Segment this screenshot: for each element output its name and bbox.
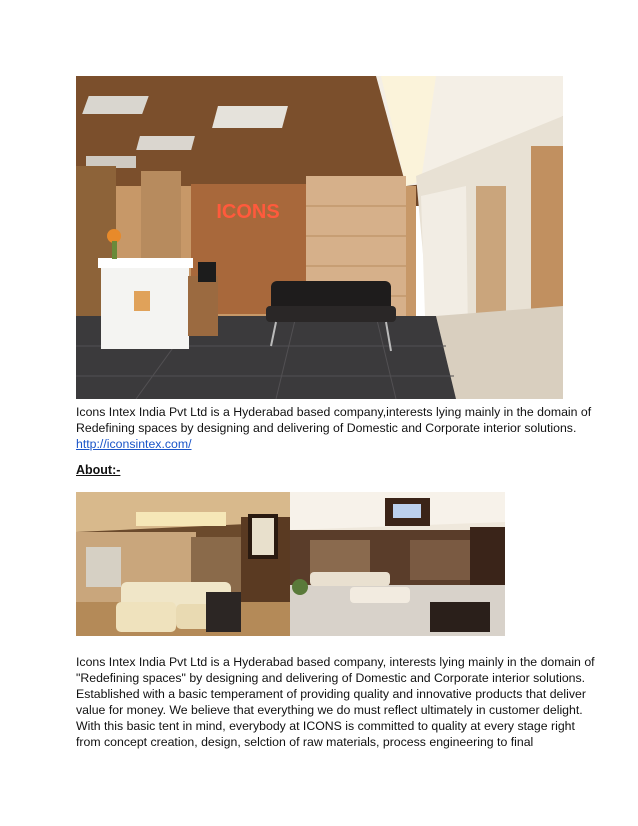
reception-photo — [76, 76, 563, 399]
about-line: value for money. We believe that everything we do must reflect ultimately in customer delight. — [76, 703, 583, 718]
intro-line: Redefining spaces by designing and delivering of Domestic and Corporate interior solutions. — [76, 421, 577, 436]
about-paragraph — [76, 654, 595, 751]
intro-line: Icons Intex India Pvt Ltd is a Hyderabad based company,interests lying mainly in the domain of — [76, 405, 592, 419]
website-link[interactable]: http://iconsintex.com/ — [76, 437, 192, 451]
intro-paragraph — [76, 404, 592, 436]
about-line: Icons Intex India Pvt Ltd is a Hyderabad based company, interests lying mainly in the domain of — [76, 655, 595, 669]
living-room-illustration — [76, 492, 290, 636]
about-line: With this basic tent in mind, everybody at ICONS is committed to quality at every stage right — [76, 719, 575, 734]
icons-logo: ICONS — [216, 201, 280, 223]
about-line: Established with a basic temperament of providing quality and innovative products that deliver — [76, 687, 586, 702]
about-line: "Redefining spaces" by designing and delivering of Domestic and Corporate interior solutions. — [76, 671, 586, 686]
about-line: from concept creation, design, selction of raw materials, process engineering to final — [76, 735, 534, 750]
living-room-photo — [76, 492, 290, 636]
office-lounge-photo — [290, 492, 505, 636]
about-heading: About:- — [76, 463, 121, 477]
reception-illustration — [76, 76, 563, 399]
office-lounge-illustration — [290, 492, 505, 636]
